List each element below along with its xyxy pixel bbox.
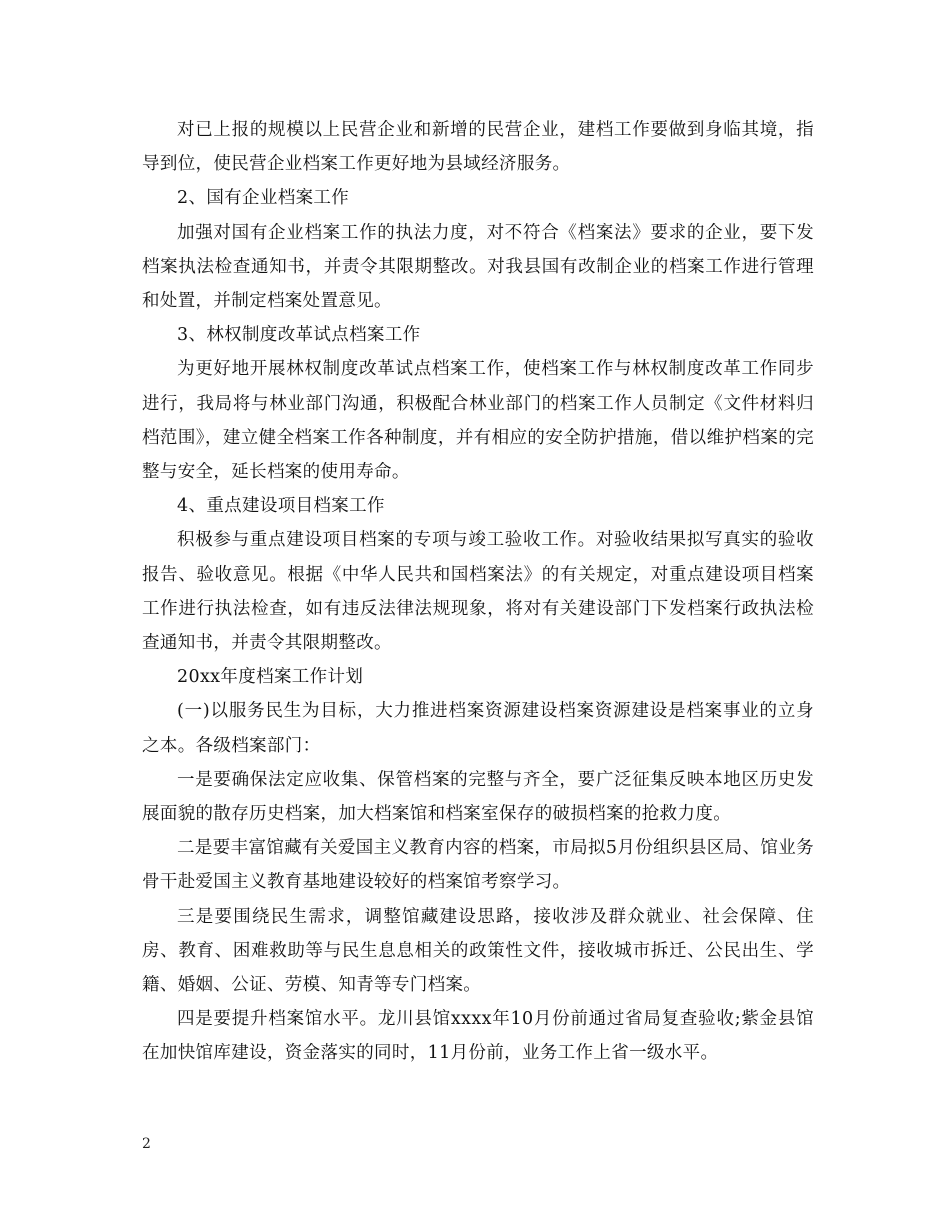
- paragraph-state-enterprise-archives: 加强对国有企业档案工作的执法力度，对不符合《档案法》要求的企业，要下发档案执法检查通知书，并责令其限期整改。对我县国有改制企业的档案工作进行管理和处置，并制定档案处置意见。: [142, 222, 814, 312]
- heading-annual-plan: 20xx年度档案工作计划: [177, 667, 364, 688]
- heading-key-project-archives: 4、重点建设项目档案工作: [177, 496, 385, 517]
- paragraph-plan-item-one: 一是要确保法定应收集、保管档案的完整与齐全，要广泛征集反映本地区历史发展面貌的散存历史档案，加大档案馆和档案室保存的破损档案的抢救力度。: [142, 769, 814, 825]
- paragraph-private-enterprise-archives: 对已上报的规模以上民营企业和新增的民营企业，建档工作要做到身临其境，指导到位，使民营企业档案工作更好地为县域经济服务。: [142, 120, 814, 175]
- paragraph-forest-reform-archives: 为更好地开展林权制度改革试点档案工作，使档案工作与林权制度改革工作同步进行，我局将与林业部门沟通，积极配合林业部门的档案工作人员制定《文件材料归档范围》，建立健全档案工作各种制度，并有相应的安全防护措施，借以维护档案的完整与安全，延长档案的使用寿命。: [142, 359, 814, 483]
- heading-state-enterprise-archives: 2、国有企业档案工作: [177, 188, 350, 209]
- paragraph-plan-item-three: 三是要围绕民生需求，调整馆藏建设思路，接收涉及群众就业、社会保障、住房、教育、困难救助等与民生息息相关的政策性文件，接收城市拆迁、公民出生、学籍、婚姻、公证、劳模、知青等专门档案。: [142, 906, 814, 996]
- paragraph-key-project-archives: 积极参与重点建设项目档案的专项与竣工验收工作。对验收结果拟写真实的验收报告、验收意见。根据《中华人民共和国档案法》的有关规定，对重点建设项目档案工作进行执法检查，如有违反法律法规现象，将对有关建设部门下发档案行政执法检查通知书，并责令其限期整改。: [142, 530, 814, 654]
- page-number: 2: [142, 1136, 151, 1152]
- paragraph-plan-item-four: 四是要提升档案馆水平。龙川县馆xxxx年10月份前通过省局复查验收;紫金县馆在加快馆库建设，资金落实的同时，11月份前，业务工作上省一级水平。: [142, 1009, 814, 1064]
- document-body: [142, 113, 814, 1071]
- paragraph-plan-section-one: (一)以服务民生为目标，大力推进档案资源建设档案资源建设是档案事业的立身之本。各级档案部门：: [142, 701, 814, 756]
- heading-forest-reform-archives: 3、林权制度改革试点档案工作: [177, 325, 421, 346]
- paragraph-plan-item-two: 二是要丰富馆藏有关爱国主义教育内容的档案，市局拟5月份组织县区局、馆业务骨干赴爱国主义教育基地建设较好的档案馆考察学习。: [142, 838, 814, 893]
